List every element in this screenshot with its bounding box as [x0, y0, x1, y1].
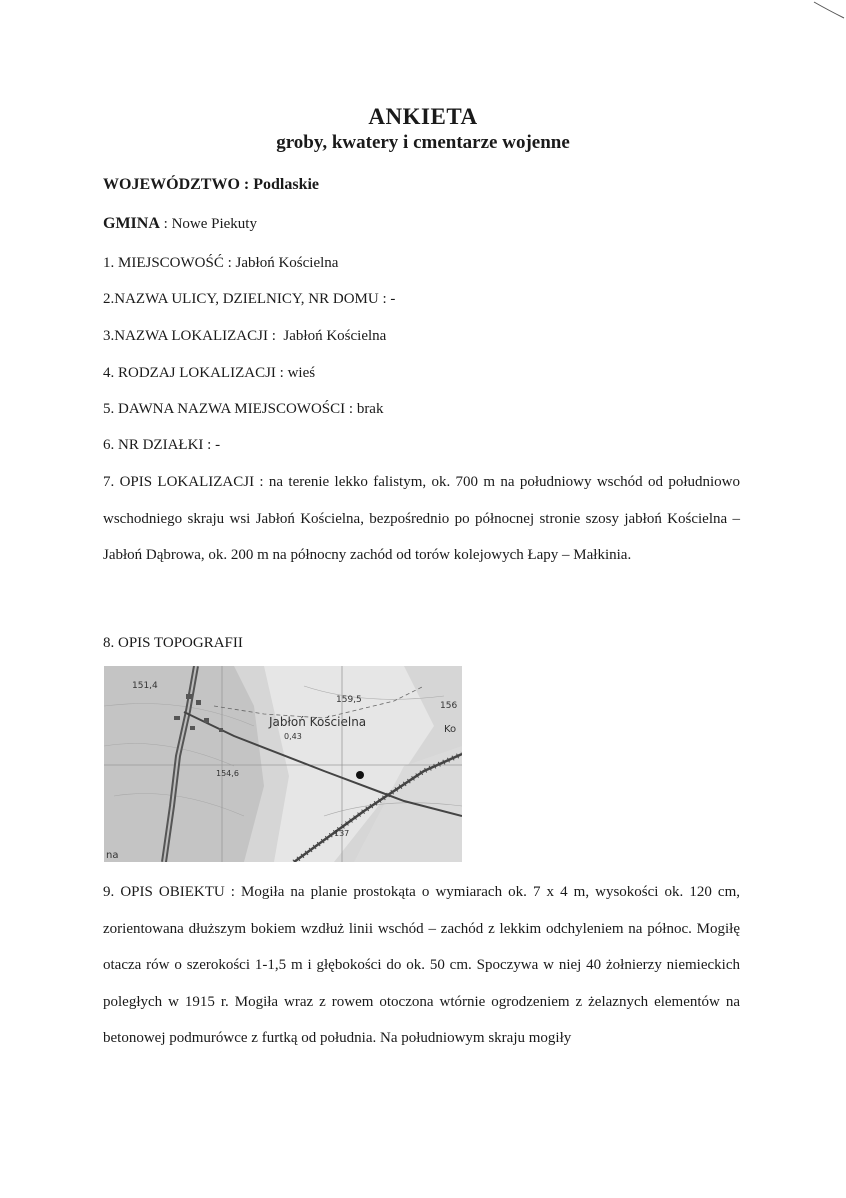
wojewodztwo-label: WOJEWÓDZTWO	[103, 176, 240, 193]
field-value: brak	[356, 401, 384, 417]
field-label: 4. RODZAJ LOKALIZACJI	[103, 365, 276, 381]
opis-lokalizacji-text: na terenie lekko falistym, ok. 700 m na południowy wschód od południowo wschodniego skraju wsi Jabłoń Kościelna, bezpośrednio po północnej stronie szosy jabłoń Kościelna – Jabłoń Dąbrowa, ok. 200 m na północny zachód od torów kolejowych Łapy – Małkinia.	[103, 474, 740, 563]
field-nazwa-ulicy: 2.NAZWA ULICY, DZIELNICY, NR DOMU : -	[103, 291, 396, 307]
map-label: 151,4	[132, 681, 158, 691]
wojewodztwo-line: WOJEWÓDZTWO : Podlaskie	[103, 176, 320, 193]
field-rodzaj-lokalizacji: 4. RODZAJ LOKALIZACJI : wieś	[103, 365, 316, 381]
field-label: 6. NR DZIAŁKI	[103, 437, 204, 453]
gmina-label: GMINA	[103, 215, 160, 232]
field-value: Jabłoń Kościelna	[235, 255, 339, 271]
opis-lokalizacji-label: 7. OPIS LOKALIZACJI	[103, 474, 255, 490]
page-title: ANKIETA	[368, 104, 478, 129]
field-value: -	[215, 437, 221, 453]
map-label: Ko	[444, 724, 457, 735]
opis-lokalizacji-paragraph: 7. OPIS LOKALIZACJI : na terenie lekko falistym, ok. 700 m na południowy wschód od południowo wschodniego skraju wsi Jabłoń Kościelna, bezpośrednio po północnej stronie szosy jabłoń Kościelna – Jabłoń Dąbrowa, ok. 200 m na północny zachód od torów kolejowych Łapy – Małkinia.	[103, 474, 740, 563]
map-label: 137	[334, 829, 350, 838]
field-label: 5. DAWNA NAZWA MIEJSCOWOŚCI	[103, 401, 346, 417]
map-label: 156	[440, 701, 458, 711]
field-value: wieś	[287, 365, 316, 381]
field-label: 2.NAZWA ULICY, DZIELNICY, NR DOMU	[103, 291, 379, 307]
gmina-value: Nowe Piekuty	[171, 216, 257, 232]
opis-obiektu-paragraph: 9. OPIS OBIEKTU : Mogiła na planie prostokąta o wymiarach ok. 7 x 4 m, wysokości ok. 120 cm, zorientowana dłuższym bokiem wzdłuż linii wschód – zachód z lekkim odchyleniem na północ. Mogiłę otacza rów o szerokości 1-1,5 m i głębokości do ok. 50 cm. Spoczywa w niej 40 żołnierzy niemieckich poległych w 1915 r. Mogiła wraz z rowem otoczona wtórnie ogrodzeniem z żelaznych elementów na betonowej podmurówce z furtką od południa. Na południowym skraju mogiły	[103, 884, 740, 1046]
map-label: 0,43	[284, 732, 302, 741]
field-nazwa-lokalizacji: 3.NAZWA LOKALIZACJI : Jabłoń Kościelna	[103, 328, 387, 344]
opis-obiektu-text: Mogiła na planie prostokąta o wymiarach ok. 7 x 4 m, wysokości ok. 120 cm, zorientowana dłuższym bokiem wzdłuż linii wschód – zachód z lekkim odchyleniem na północ. Mogiłę otacza rów o szerokości 1-1,5 m i głębokości do ok. 50 cm. Spoczywa w niej 40 żołnierzy niemieckich poległych w 1915 r. Mogiła wraz z rowem otoczona wtórnie ogrodzeniem z żelaznych elementów na betonowej podmurówce z furtką od południa. Na południowym skraju mogiły	[103, 884, 740, 1046]
gmina-line: GMINA : Nowe Piekuty	[103, 215, 257, 232]
map-label: 159,5	[336, 695, 362, 705]
field-label: 3.NAZWA LOKALIZACJI	[103, 328, 268, 344]
field-label: 1. MIEJSCOWOŚĆ	[103, 255, 224, 271]
opis-topografii-label: 8. OPIS TOPOGRAFII	[103, 635, 243, 651]
map-label: na	[106, 850, 119, 861]
wojewodztwo-value: Podlaskie	[253, 176, 320, 193]
field-value: Jabłoń Kościelna	[283, 328, 387, 344]
topographic-map	[104, 666, 462, 862]
map-place-name: Jabłoń Kościelna	[269, 715, 367, 729]
scan-corner-mark	[806, 0, 846, 24]
field-value: -	[390, 291, 396, 307]
field-miejscowosc: 1. MIEJSCOWOŚĆ : Jabłoń Kościelna	[103, 255, 339, 271]
field-dawna-nazwa: 5. DAWNA NAZWA MIEJSCOWOŚCI : brak	[103, 401, 384, 417]
page-subtitle: groby, kwatery i cmentarze wojenne	[276, 132, 570, 153]
field-nr-dzialki: 6. NR DZIAŁKI : -	[103, 437, 221, 453]
opis-obiektu-label: 9. OPIS OBIEKTU	[103, 884, 225, 900]
map-label: 154,6	[216, 769, 239, 778]
